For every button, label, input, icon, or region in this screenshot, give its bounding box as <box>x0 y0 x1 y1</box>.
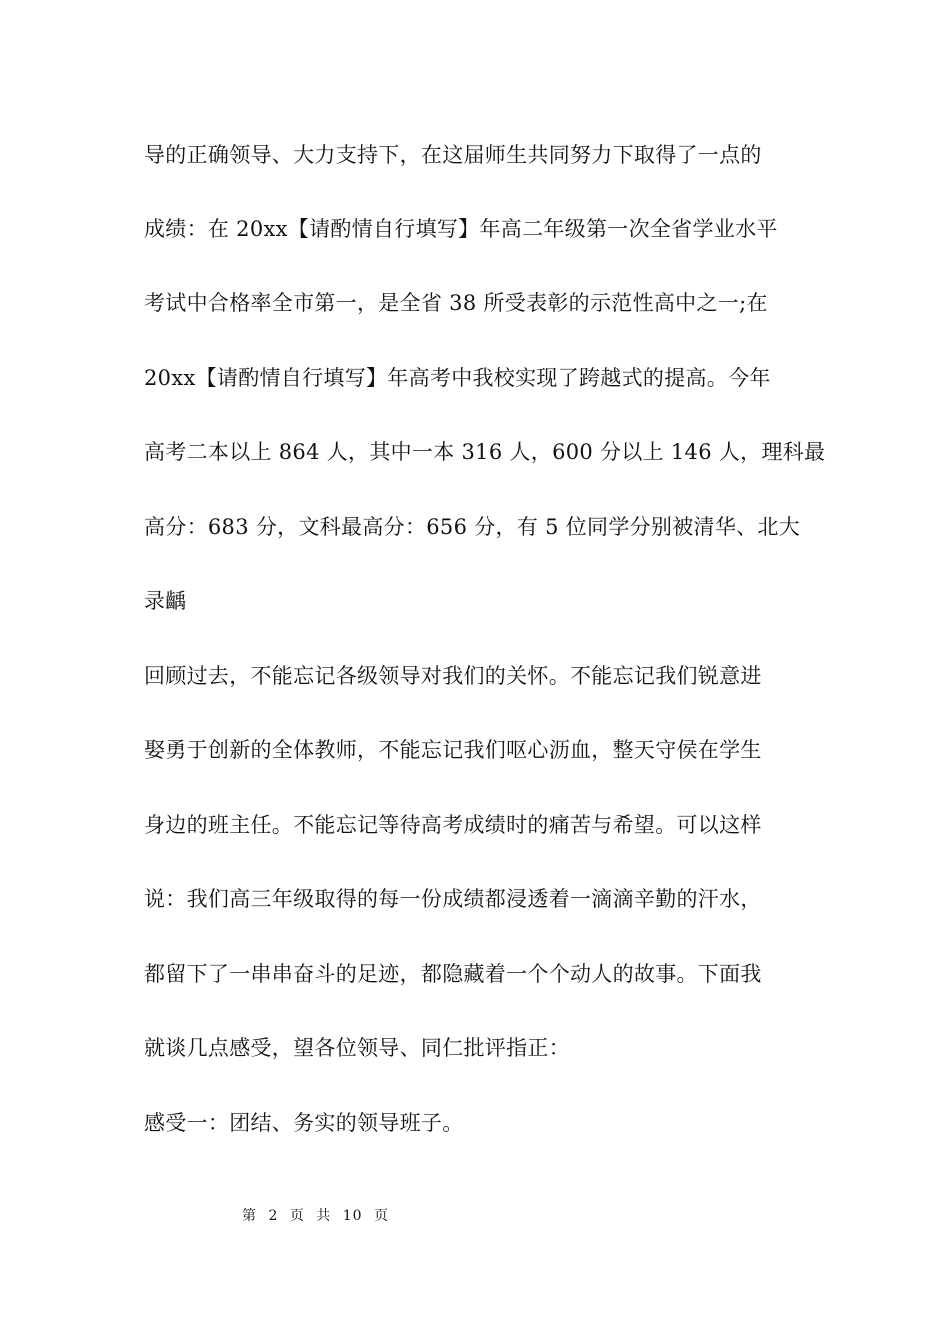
body-text-line: 感受一：团结、务实的领导班子。 <box>144 1111 464 1135</box>
body-text-line: 成绩：在 20xx【请酌情自行填写】年高二年级第一次全省学业水平 <box>144 217 778 241</box>
body-text-line: 高分：683 分，文科最高分：656 分，有 5 位同学分别被清华、北大 <box>144 515 801 539</box>
body-text-line: 考试中合格率全市第一，是全省 38 所受表彰的示范性高中之一;在 <box>144 291 768 315</box>
footer-ye: 页 <box>289 1208 305 1224</box>
body-text-line: 说：我们高三年级取得的每一份成绩都浸透着一滴滴辛勤的汗水， <box>144 887 762 911</box>
body-text-line: 20xx【请酌情自行填写】年高考中我校实现了跨越式的提高。今年 <box>144 366 771 390</box>
body-text-line: 高考二本以上 864 人，其中一本 316 人，600 分以上 146 人，理科最 <box>144 440 826 464</box>
body-text-line: 娶勇于创新的全体教师，不能忘记我们呕心沥血，整天守侯在学生 <box>144 738 762 762</box>
body-text-line: 身边的班主任。不能忘记等待高考成绩时的痛苦与希望。可以这样 <box>144 813 762 837</box>
body-text-line: 都留下了一串串奋斗的足迹，都隐藏着一个个动人的故事。下面我 <box>144 962 762 986</box>
footer-ye: 页 <box>374 1208 390 1224</box>
body-text-line: 录齲 <box>144 589 187 613</box>
footer-gong: 共 <box>316 1208 332 1224</box>
body-text-line: 就谈几点感受，望各位领导、同仁批评指正： <box>144 1036 570 1060</box>
body-text-line: 回顾过去，不能忘记各级领导对我们的关怀。不能忘记我们锐意进 <box>144 664 762 688</box>
footer-current-page: 2 <box>268 1208 279 1224</box>
footer-di: 第 <box>242 1208 257 1224</box>
page-number-footer <box>0 1207 950 1225</box>
footer-total-pages: 10 <box>342 1208 363 1224</box>
body-text-line: 导的正确领导、大力支持下，在这届师生共同努力下取得了一点的 <box>144 143 762 167</box>
